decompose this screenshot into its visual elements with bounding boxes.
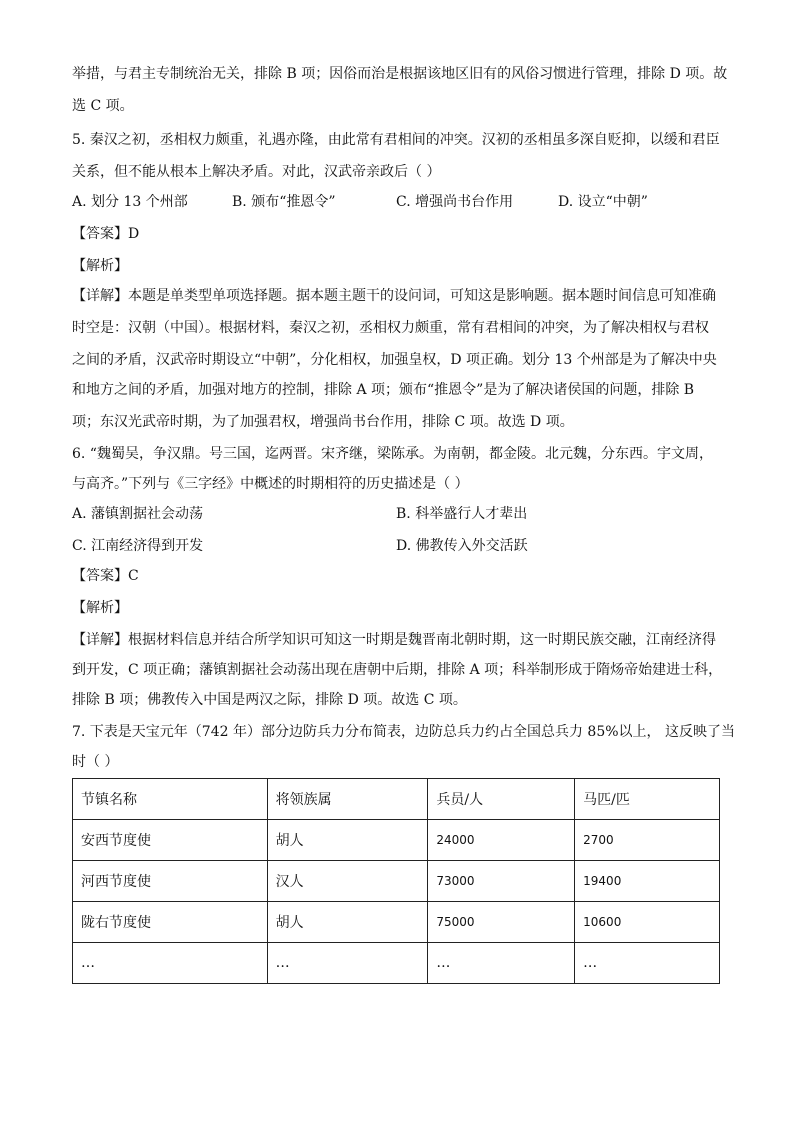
table-cell: 胡人	[267, 820, 428, 861]
q5-detail-line: 【详解】本题是单类型单项选择题。据本题主题干的设问词，可知这是影响题。据本题时间信息可知准确	[72, 288, 716, 304]
table-cell: 10600	[575, 902, 720, 943]
table-cell: 75000	[428, 902, 575, 943]
table-cell: 安西节度使	[73, 820, 268, 861]
q7-data-table	[72, 778, 720, 984]
q6-option-a: A. 藩镇割据社会动荡	[72, 506, 204, 522]
q6-answer: 【答案】C	[72, 568, 139, 584]
q5-detail-line: 时空是：汉朝（中国）。根据材料，秦汉之初，丞相权力颇重，常有君相间的冲突，为了解决相权与君权	[72, 320, 709, 336]
q5-detail-line: 之间的矛盾，汉武帝时期设立“中朝”，分化相权，加强皇权，D 项正确。划分 13 个州部是为了解决中央	[72, 352, 717, 368]
q5-detail-line: 项；东汉光武帝时期，为了加强君权，增强尚书台作用，排除 C 项。故选 D 项。	[72, 414, 574, 430]
q5-options	[72, 192, 724, 212]
table-header-row	[73, 779, 720, 820]
table-header-cell: 兵员/人	[428, 779, 575, 820]
q6-detail-line: 到开发，C 项正确；藩镇割据社会动荡出现在唐朝中后期，排除 A 项；科举制形成于隋炀帝始建进士科，	[72, 662, 723, 678]
table-cell: 24000	[428, 820, 575, 861]
q6-analysis-heading: 【解析】	[72, 600, 128, 616]
q6-detail-line: 排除 B 项；佛教传入中国是两汉之际，排除 D 项。故选 C 项。	[72, 692, 467, 708]
q6-option-d: D. 佛教传入外交活跃	[396, 538, 528, 554]
q5-option-d: D. 设立“中朝”	[558, 194, 648, 210]
q6-detail-line: 【详解】根据材料信息并结合所学知识可知这一时期是魏晋南北朝时期，这一时期民族交融，江南经济得	[72, 632, 716, 648]
table-cell: 陇右节度使	[73, 902, 268, 943]
table-cell: …	[575, 943, 720, 984]
table-row	[73, 943, 720, 984]
q5-answer: 【答案】D	[72, 226, 140, 242]
table-row	[73, 902, 720, 943]
table-row	[73, 820, 720, 861]
q6-options-row2	[72, 536, 724, 556]
q5-stem-line: 5. 秦汉之初，丞相权力颇重，礼遇亦隆，由此常有君相间的冲突。汉初的丞相虽多深自贬抑，以缓和君臣	[72, 132, 720, 148]
q5-option-a: A. 划分 13 个州部	[72, 194, 188, 210]
table-cell: 19400	[575, 861, 720, 902]
table-header-cell: 将领族属	[267, 779, 428, 820]
q6-option-c: C. 江南经济得到开发	[72, 538, 204, 554]
q7-stem-line: 时（ ）	[72, 754, 119, 770]
q5-option-c: C. 增强尚书台作用	[396, 194, 514, 210]
q6-stem-line: 与高齐。”下列与《三字经》中概述的时期相符的历史描述是（ ）	[72, 476, 469, 492]
q5-option-b: B. 颁布“推恩令”	[232, 194, 336, 210]
q5-stem-line: 关系，但不能从根本上解决矛盾。对此，汉武帝亲政后（ ）	[72, 164, 441, 180]
table-cell: 73000	[428, 861, 575, 902]
q6-option-b: B. 科举盛行人才辈出	[396, 506, 528, 522]
table-row	[73, 861, 720, 902]
table-cell: …	[428, 943, 575, 984]
q5-analysis-heading: 【解析】	[72, 258, 128, 274]
table-cell: …	[73, 943, 268, 984]
q7-stem-line: 7. 下表是天宝元年（742 年）部分边防兵力分布简表，边防总兵力约占全国总兵力 85%以上， 这反映了当	[72, 724, 735, 740]
table-cell: 2700	[575, 820, 720, 861]
table-cell: …	[267, 943, 428, 984]
table-header-cell: 节镇名称	[73, 779, 268, 820]
table-cell: 河西节度使	[73, 861, 268, 902]
q5-detail-line: 和地方之间的矛盾，加强对地方的控制，排除 A 项；颁布“推恩令”是为了解决诸侯国的问题，排除 B	[72, 382, 695, 398]
q4-analysis-line: 举措，与君主专制统治无关，排除 B 项；因俗而治是根据该地区旧有的风俗习惯进行管理，排除 D 项。故	[72, 66, 728, 82]
q6-options-row1	[72, 504, 724, 524]
table-header-cell: 马匹/匹	[575, 779, 720, 820]
q4-analysis-line: 选 C 项。	[72, 98, 134, 114]
table-cell: 汉人	[267, 861, 428, 902]
q6-stem-line: 6. “魏蜀吴，争汉鼎。号三国，迄两晋。宋齐继，梁陈承。为南朝，都金陵。北元魏，分东西。宇文周，	[72, 446, 713, 462]
table-cell: 胡人	[267, 902, 428, 943]
